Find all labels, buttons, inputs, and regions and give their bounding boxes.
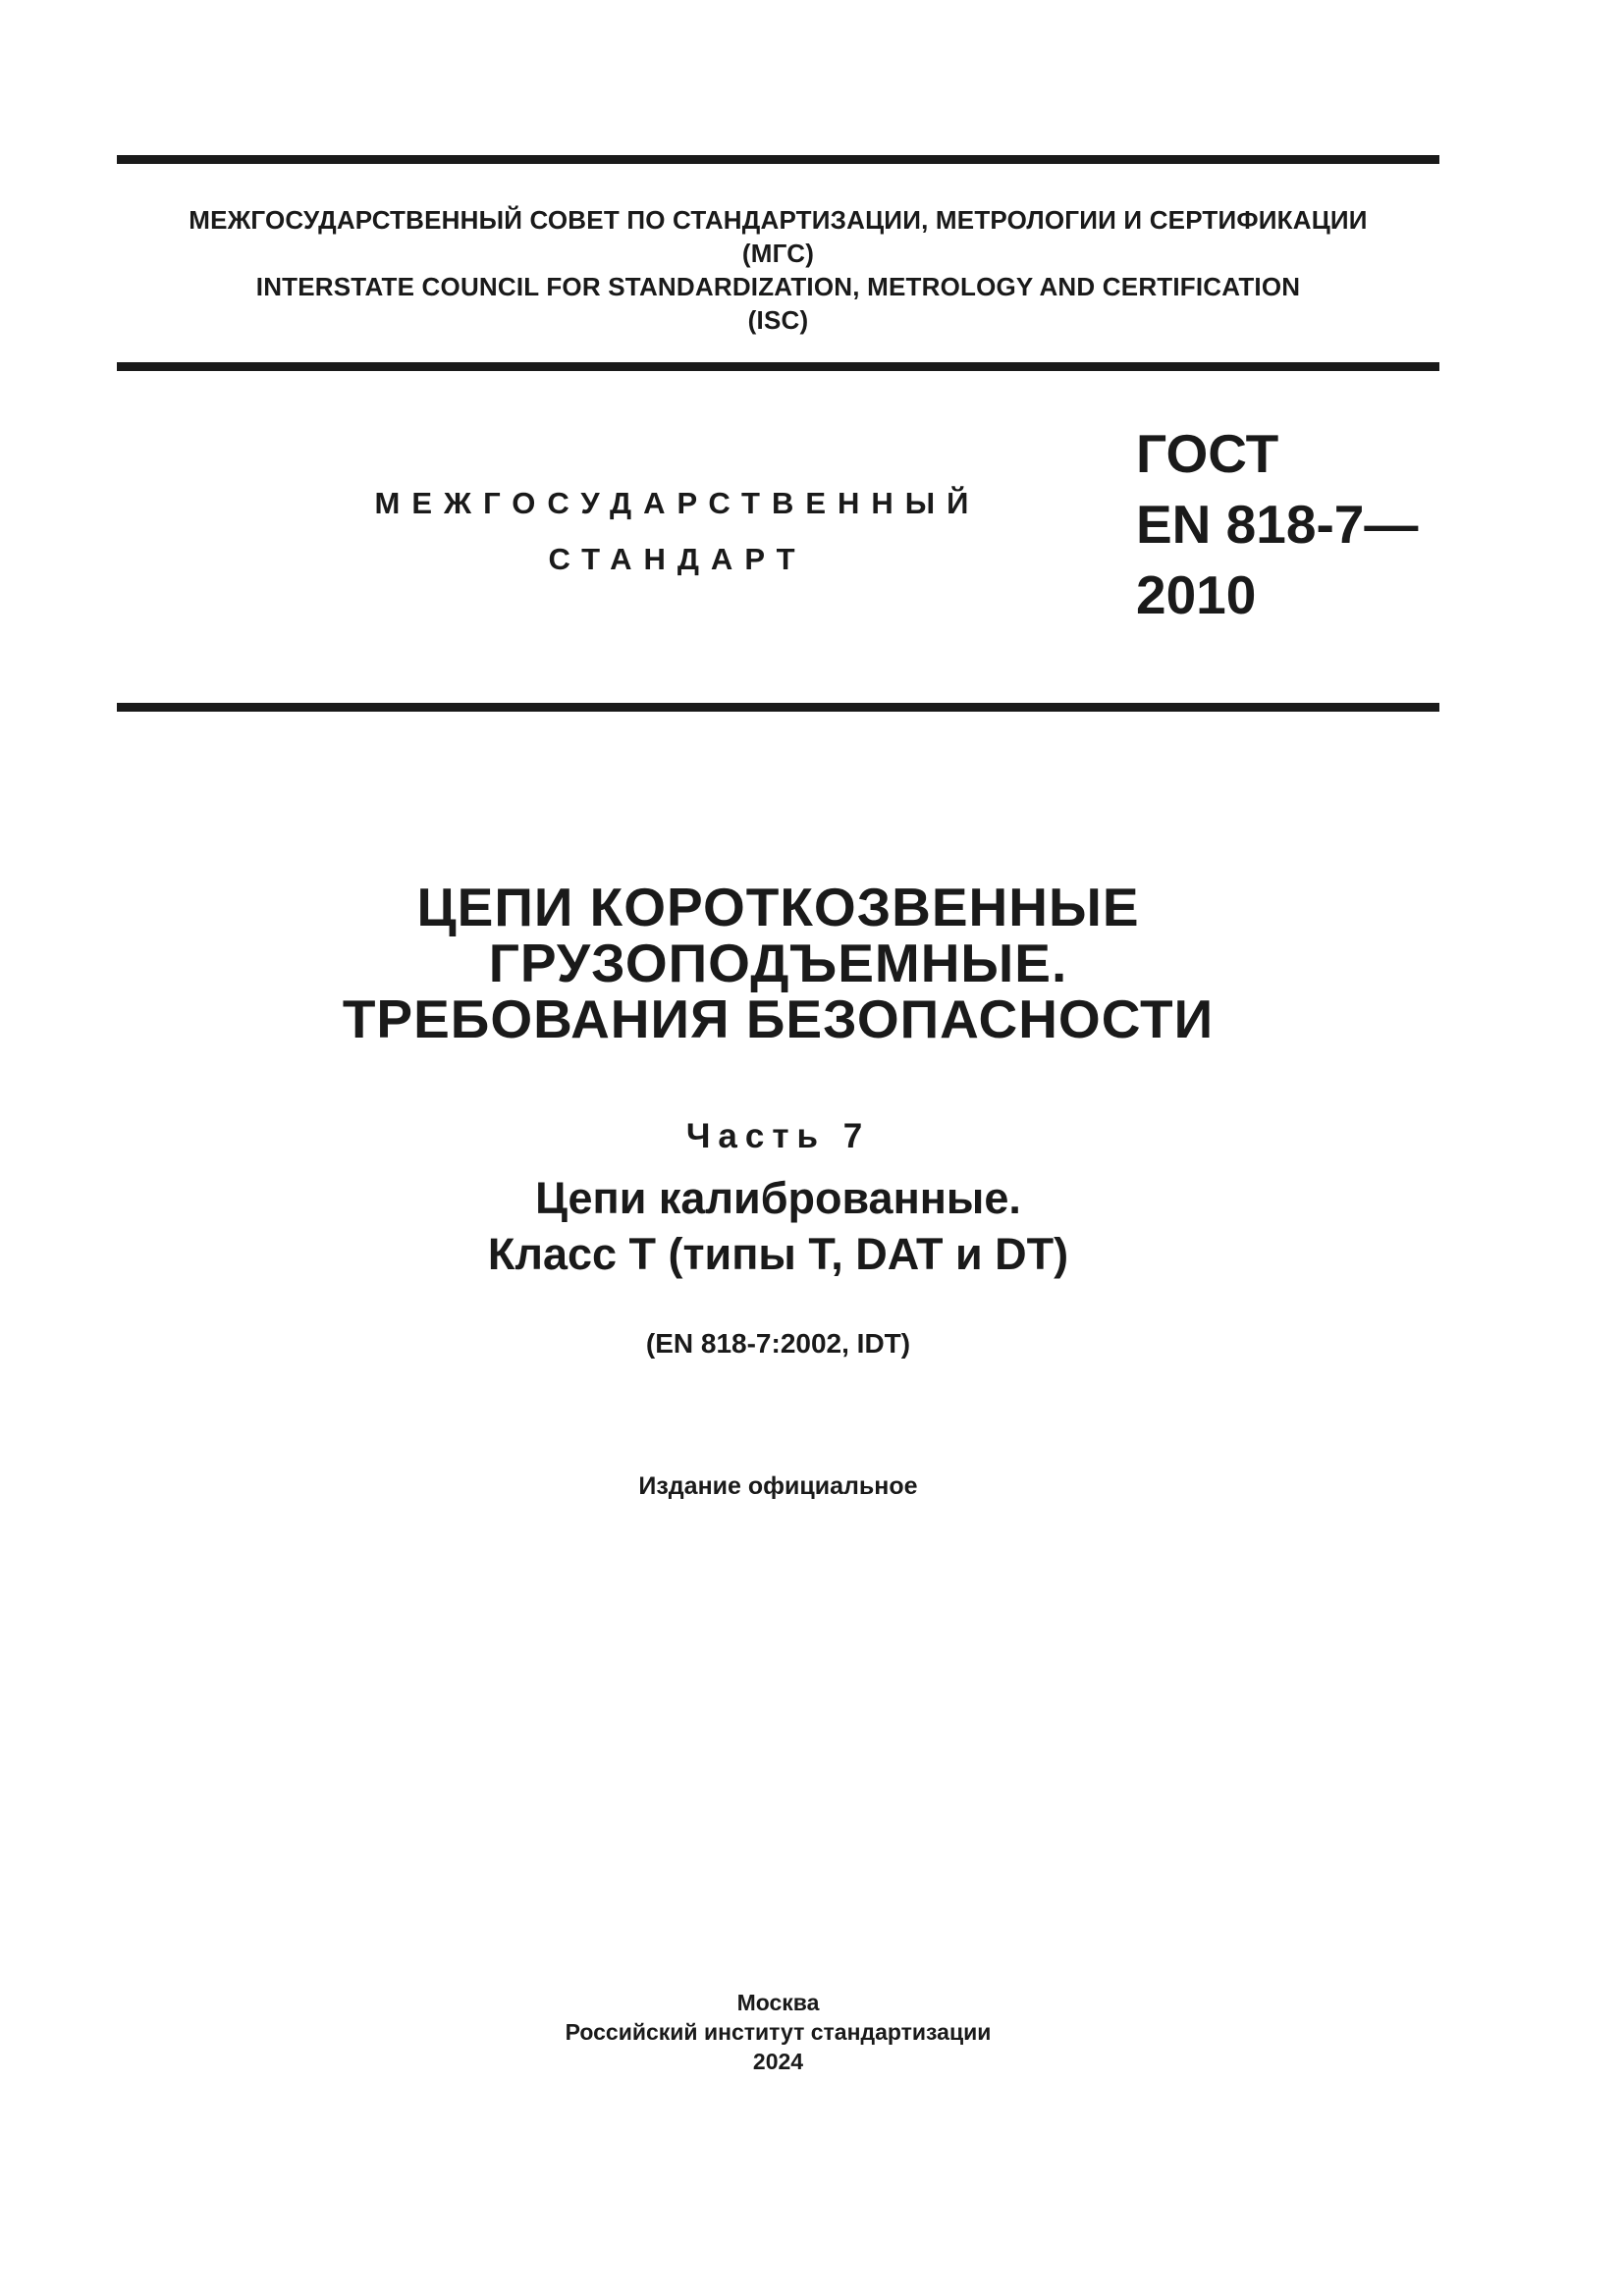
part-title-line2: Класс Т (типы Т, DAT и DT)	[487, 1229, 1069, 1279]
part-title	[117, 1170, 1439, 1282]
designation-line3: 2010	[1136, 564, 1257, 625]
council-header	[117, 203, 1439, 337]
designation-rule	[117, 703, 1439, 712]
part-label: Часть 7	[685, 1117, 871, 1155]
header-rule	[117, 362, 1439, 371]
equivalence-note: (EN 818-7:2002, IDT)	[645, 1328, 911, 1359]
imprint	[117, 1988, 1439, 2076]
designation-line1: ГОСТ	[1136, 423, 1279, 484]
title-line1: ЦЕПИ КОРОТКОЗВЕННЫЕ	[416, 877, 1140, 937]
part-title-line1: Цепи калиброванные.	[535, 1173, 1021, 1223]
imprint-year: 2024	[752, 2049, 804, 2074]
document-title	[117, 877, 1439, 1049]
designation-line2: EN 818-7—	[1136, 494, 1419, 555]
council-abbr-ru: (МГС)	[741, 239, 815, 268]
standard-type-line1: МЕЖГОСУДАРСТВЕННЫЙ	[374, 486, 981, 520]
imprint-city: Москва	[736, 1990, 820, 2015]
imprint-publisher: Российский институт стандартизации	[565, 2019, 992, 2045]
council-name-en: INTERSTATE COUNCIL FOR STANDARDIZATION, METROLOGY AND CERTIFICATION	[255, 272, 1301, 301]
standard-type-line2: СТАНДАРТ	[548, 542, 807, 576]
title-line2: ГРУЗОПОДЪЕМНЫЕ.	[488, 933, 1068, 993]
standard-type	[353, 475, 1001, 587]
title-line3: ТРЕБОВАНИЯ БЕЗОПАСНОСТИ	[342, 988, 1215, 1049]
council-name-ru: МЕЖГОСУДАРСТВЕННЫЙ СОВЕТ ПО СТАНДАРТИЗАЦИИ, МЕТРОЛОГИИ И СЕРТИФИКАЦИИ	[189, 205, 1368, 235]
edition-note: Издание официальное	[638, 1472, 918, 1500]
top-rule	[117, 155, 1439, 164]
standard-designation	[1136, 418, 1418, 630]
council-abbr-en: (ISC)	[747, 305, 809, 335]
